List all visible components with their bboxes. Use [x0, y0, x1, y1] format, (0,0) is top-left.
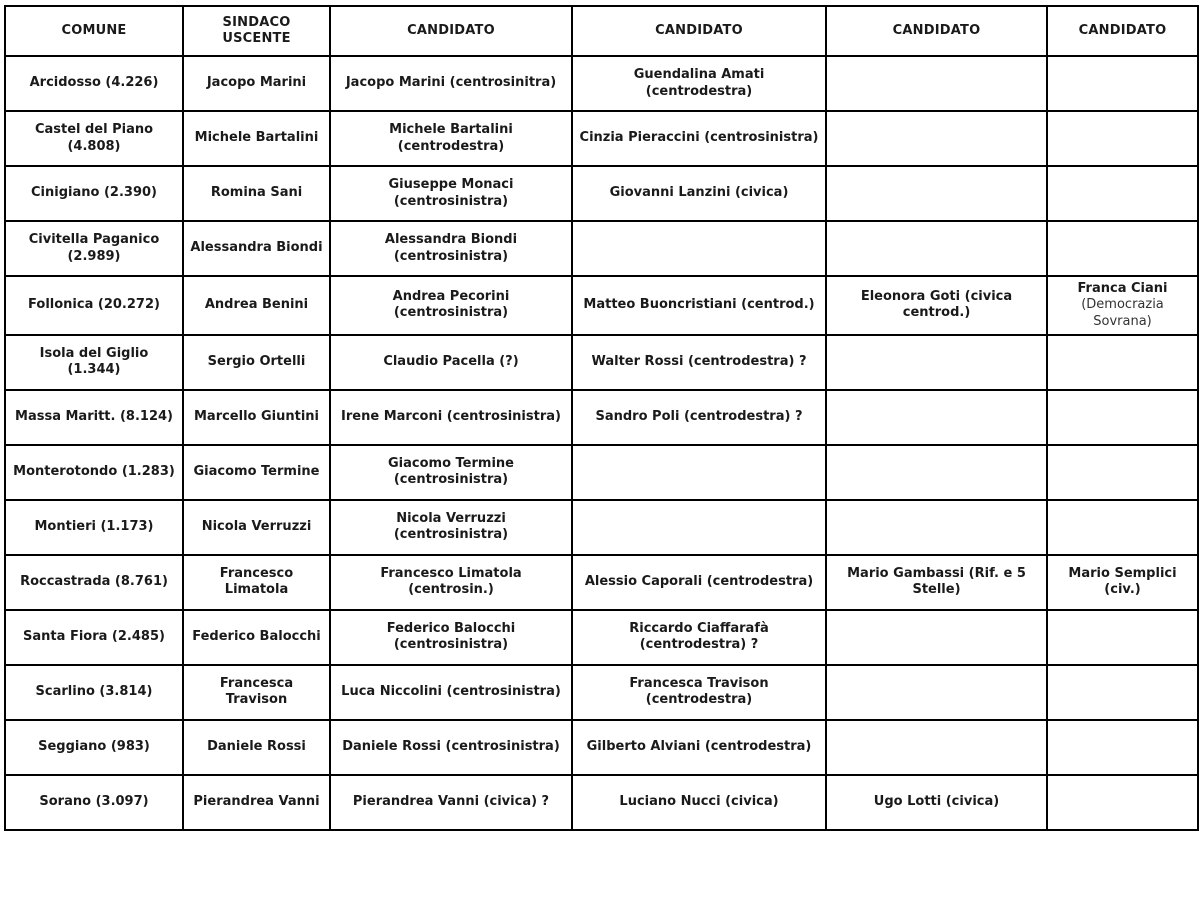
sindaco-uscente-cell: Sergio Ortelli [183, 335, 330, 390]
table-row [5, 335, 1198, 390]
candidato-cell: Walter Rossi (centrodestra) ? [572, 335, 826, 390]
comune-cell: Massa Maritt. (8.124) [5, 390, 183, 445]
candidato-cell [1047, 500, 1198, 555]
candidato-cell: Daniele Rossi (centrosinistra) [330, 720, 572, 775]
comune-cell: Castel del Piano (4.808) [5, 111, 183, 166]
candidato-cell [1047, 221, 1198, 276]
candidato-cell: Eleonora Goti (civica centrod.) [826, 276, 1047, 335]
sindaco-uscente-cell: Francesca Travison [183, 665, 330, 720]
candidato-cell [1047, 445, 1198, 500]
candidato-cell [572, 445, 826, 500]
header-row [5, 6, 1198, 56]
comune-cell: Santa Fiora (2.485) [5, 610, 183, 665]
table-row [5, 390, 1198, 445]
comune-cell: Isola del Giglio (1.344) [5, 335, 183, 390]
candidato-cell: Sandro Poli (centrodestra) ? [572, 390, 826, 445]
candidato-cell: Francesco Limatola (centrosin.) [330, 555, 572, 610]
table-row [5, 221, 1198, 276]
candidato-cell: Claudio Pacella (?) [330, 335, 572, 390]
candidato-cell [826, 111, 1047, 166]
candidato-cell: Cinzia Pieraccini (centrosinistra) [572, 111, 826, 166]
candidato-cell [826, 221, 1047, 276]
sindaco-uscente-cell: Francesco Limatola [183, 555, 330, 610]
sindaco-uscente-cell: Andrea Benini [183, 276, 330, 335]
candidato-cell [826, 500, 1047, 555]
table-body [5, 56, 1198, 830]
table-row [5, 720, 1198, 775]
candidato-cell [826, 335, 1047, 390]
comune-cell: Sorano (3.097) [5, 775, 183, 830]
table-row [5, 500, 1198, 555]
candidato-cell: Guendalina Amati (centrodestra) [572, 56, 826, 111]
comune-cell: Arcidosso (4.226) [5, 56, 183, 111]
candidato-cell [1047, 166, 1198, 221]
table-row [5, 111, 1198, 166]
page [0, 5, 1200, 900]
table-row [5, 445, 1198, 500]
comune-cell: Scarlino (3.814) [5, 665, 183, 720]
table-row [5, 665, 1198, 720]
sindaco-uscente-cell: Daniele Rossi [183, 720, 330, 775]
candidato-cell: Mario Semplici (civ.) [1047, 555, 1198, 610]
header-candidato-3: CANDIDATO [826, 6, 1047, 56]
candidato-cell: Matteo Buoncristiani (centrod.) [572, 276, 826, 335]
sindaco-uscente-cell: Nicola Verruzzi [183, 500, 330, 555]
candidato-cell [826, 56, 1047, 111]
candidato-cell: Giovanni Lanzini (civica) [572, 166, 826, 221]
table-row [5, 166, 1198, 221]
header-candidato-1: CANDIDATO [330, 6, 572, 56]
candidato-cell [1047, 276, 1198, 335]
table-row [5, 276, 1198, 335]
candidato-cell: Alessio Caporali (centrodestra) [572, 555, 826, 610]
candidato-cell: Irene Marconi (centrosinistra) [330, 390, 572, 445]
candidato-cell: Mario Gambassi (Rif. e 5 Stelle) [826, 555, 1047, 610]
sindaco-uscente-cell: Alessandra Biondi [183, 221, 330, 276]
candidato-cell: Francesca Travison (centrodestra) [572, 665, 826, 720]
candidato-cell: Andrea Pecorini (centrosinistra) [330, 276, 572, 335]
candidato-cell [1047, 775, 1198, 830]
candidato-cell: Alessandra Biondi (centrosinistra) [330, 221, 572, 276]
candidato-cell [826, 445, 1047, 500]
header-comune: COMUNE [5, 6, 183, 56]
sindaco-uscente-cell: Marcello Giuntini [183, 390, 330, 445]
sindaco-uscente-cell: Pierandrea Vanni [183, 775, 330, 830]
comune-cell: Civitella Paganico (2.989) [5, 221, 183, 276]
candidate-name: Franca Ciani [1077, 281, 1168, 296]
table-row [5, 56, 1198, 111]
sindaco-uscente-cell: Jacopo Marini [183, 56, 330, 111]
comune-cell: Roccastrada (8.761) [5, 555, 183, 610]
candidate-party: (Democrazia Sovrana) [1081, 297, 1164, 329]
sindaco-uscente-cell: Federico Balocchi [183, 610, 330, 665]
candidato-cell: Giuseppe Monaci (centrosinistra) [330, 166, 572, 221]
comune-cell: Montieri (1.173) [5, 500, 183, 555]
candidato-cell: Riccardo Ciaffarafà (centrodestra) ? [572, 610, 826, 665]
comune-cell: Monterotondo (1.283) [5, 445, 183, 500]
candidato-cell [1047, 665, 1198, 720]
candidato-cell [1047, 720, 1198, 775]
candidato-cell [826, 610, 1047, 665]
candidato-cell [1047, 335, 1198, 390]
candidato-cell [826, 166, 1047, 221]
candidato-cell: Ugo Lotti (civica) [826, 775, 1047, 830]
sindaco-uscente-cell: Michele Bartalini [183, 111, 330, 166]
candidato-cell [1047, 610, 1198, 665]
candidato-cell: Luca Niccolini (centrosinistra) [330, 665, 572, 720]
candidato-cell [826, 390, 1047, 445]
table-row [5, 610, 1198, 665]
candidato-cell [572, 500, 826, 555]
comune-cell: Seggiano (983) [5, 720, 183, 775]
header-sindaco-uscente: SINDACO USCENTE [183, 6, 330, 56]
candidato-cell: Federico Balocchi (centrosinistra) [330, 610, 572, 665]
candidato-cell: Giacomo Termine (centrosinistra) [330, 445, 572, 500]
comune-cell: Follonica (20.272) [5, 276, 183, 335]
candidato-cell [1047, 390, 1198, 445]
table-row [5, 555, 1198, 610]
candidato-cell: Jacopo Marini (centrosinitra) [330, 56, 572, 111]
candidato-cell: Luciano Nucci (civica) [572, 775, 826, 830]
candidato-cell: Nicola Verruzzi (centrosinistra) [330, 500, 572, 555]
comune-cell: Cinigiano (2.390) [5, 166, 183, 221]
header-candidato-2: CANDIDATO [572, 6, 826, 56]
candidato-cell [1047, 56, 1198, 111]
candidato-cell: Gilberto Alviani (centrodestra) [572, 720, 826, 775]
candidato-cell: Michele Bartalini (centrodestra) [330, 111, 572, 166]
sindaco-uscente-cell: Giacomo Termine [183, 445, 330, 500]
candidato-cell [1047, 111, 1198, 166]
candidato-cell [826, 665, 1047, 720]
candidates-table [4, 5, 1199, 831]
table-row [5, 775, 1198, 830]
header-candidato-4: CANDIDATO [1047, 6, 1198, 56]
candidato-cell [826, 720, 1047, 775]
candidato-cell: Pierandrea Vanni (civica) ? [330, 775, 572, 830]
sindaco-uscente-cell: Romina Sani [183, 166, 330, 221]
candidato-cell [572, 221, 826, 276]
